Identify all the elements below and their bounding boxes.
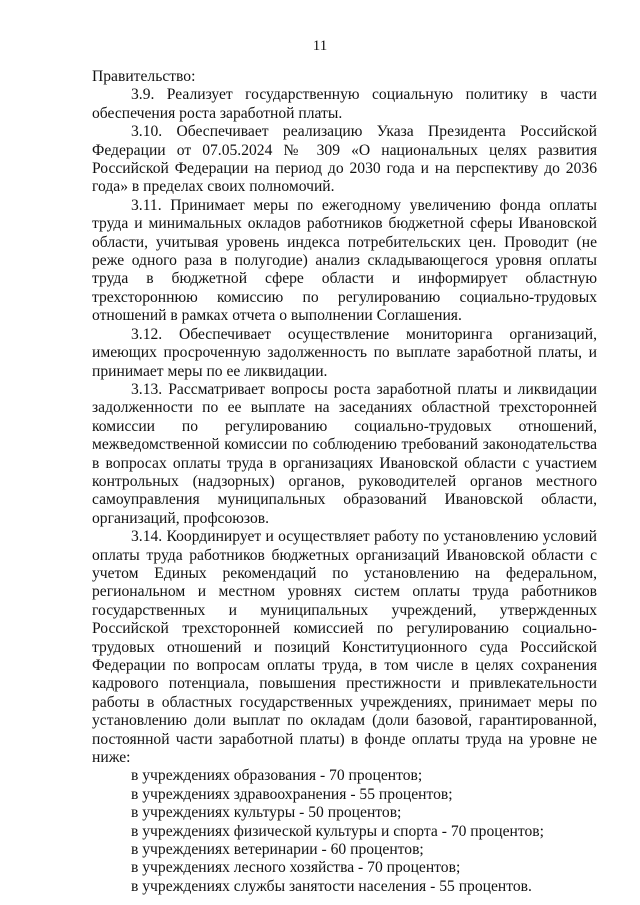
paragraph-3-12: 3.12. Обеспечивает осуществление мониторинга организаций, имеющих просроченную задолженность по выплате заработной платы, и принимает меры по ее ликвидации. (92, 325, 597, 380)
paragraph-3-11: 3.11. Принимает меры по ежегодному увеличению фонда оплаты труда и минимальных окладов работников бюджетной сферы Ивановской области, учитывая уровень индекса потребительских цен. Проводит (не реже одного раза в полугодие) анализ складывающегося уровня оплаты труда в бюджетной сфере области и информирует областную трехстороннюю комиссию по регулированию социально-трудовых отношений в рамках отчета о выполнении Соглашения. (92, 196, 597, 325)
list-item-sport: в учреждениях физической культуры и спорта - 70 процентов; (131, 822, 544, 840)
list-item-employment: в учреждениях службы занятости населения - 55 процентов. (131, 877, 532, 895)
paragraph-3-9: 3.9. Реализует государственную социальную политику в части обеспечения роста заработной платы. (92, 86, 597, 122)
wage-share-list (92, 767, 597, 896)
section-intro: Правительство: (92, 68, 196, 85)
list-item-veterinary: в учреждениях ветеринарии - 60 процентов; (131, 841, 424, 859)
document-body (92, 68, 597, 896)
list-item-forestry: в учреждениях лесного хозяйства - 70 процентов; (131, 859, 461, 877)
page-number: 11 (312, 38, 328, 54)
list-item-healthcare: в учреждениях здравоохранения - 55 процентов; (131, 785, 453, 803)
paragraph-3-13: 3.13. Рассматривает вопросы роста заработной платы и ликвидации задолженности по ее выплате на заседаниях областной трехсторонней комиссии по регулированию социально-трудовых отношений, межведомственной комиссии по соблюдению требований законодательства в вопросах оплаты труда в организациях Ивановской области с участием контрольных (надзорных) органов, руководителей органов местного самоуправления муниципальных образований Ивановской области, организаций, профсоюзов. (92, 380, 597, 527)
paragraph-3-14: 3.14. Координирует и осуществляет работу по установлению условий оплаты труда работников бюджетных организаций Ивановской области с учетом Единых рекомендаций по установлению на федеральном, региональном и местном уровнях систем оплаты труда работников государственных и муниципальных учреждений, утвержденных Российской трехсторонней комиссией по регулированию социально-трудовых отношений и позиций Конституционного суда Российской Федерации по вопросам оплаты труда, в том числе в целях сохранения кадрового потенциала, повышения престижности и привлекательности работы в областных государственных учреждениях, принимает меры по установлению доли выплат по окладам (доли базовой, гарантированной, постоянной части заработной платы) в фонде оплаты труда на уровне не ниже: (92, 528, 597, 767)
paragraph-3-10: 3.10. Обеспечивает реализацию Указа Президента Российской Федерации от 07.05.2024 № 309 «О национальных целях развития Российской Федерации на период до 2030 года и на перспективу до 2036 года» в пределах своих полномочий. (92, 123, 597, 196)
list-item-education: в учреждениях образования - 70 процентов; (131, 767, 423, 785)
list-item-culture: в учреждениях культуры - 50 процентов; (131, 804, 402, 822)
